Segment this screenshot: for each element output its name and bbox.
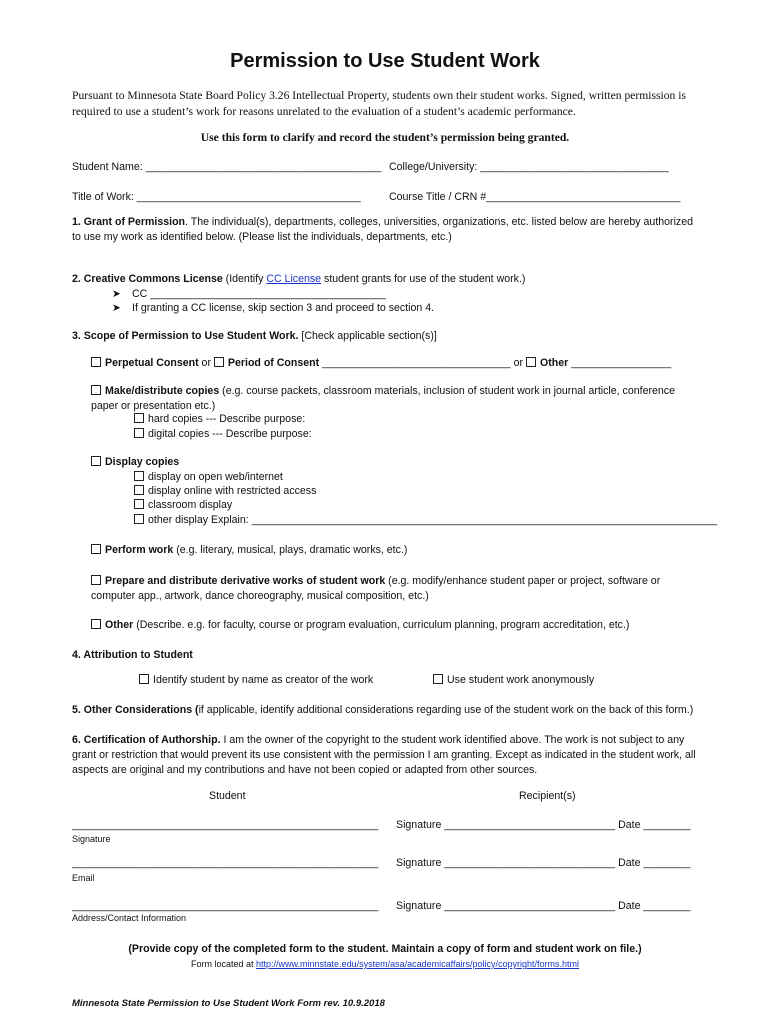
student-column-heading: Student xyxy=(209,790,246,802)
other-use-option: Other (Describe. e.g. for faculty, course or program evaluation, curriculum planning, program accreditation, etc.) xyxy=(91,619,629,631)
display-open-checkbox[interactable] xyxy=(134,471,144,481)
identify-checkbox[interactable] xyxy=(139,674,149,684)
display-copies-option: Display copies xyxy=(91,456,179,468)
section-certification: 6. Certification of Authorship. I am the owner of the copyright to the student work identified above. The work is not subject to any grant or restriction that would prevent its use consistent with the permission I am granting. Except as indicated in the student work, all aspects are original and my contributions and have not been copied or adapted from other sources. xyxy=(72,734,696,776)
section-scope-heading: 3. Scope of Permission to Use Student Work. xyxy=(72,330,299,342)
anonymous-checkbox[interactable] xyxy=(433,674,443,684)
cc-skip-bullet: ➤ If granting a CC license, skip section 3 and proceed to section 4. xyxy=(112,302,435,314)
forms-url-link[interactable]: http://www.minnstate.edu/system/asa/academicaffairs/policy/copyright/forms.html xyxy=(256,959,579,969)
student-address-line[interactable]: ____________________________________________________ xyxy=(72,900,379,912)
cc-license-link[interactable]: CC License xyxy=(266,273,322,285)
derivative-option: Prepare and distribute derivative works of student work (e.g. modify/enhance student paper or project, software or computer app., artwork, dance choreography, musical composition, etc.) xyxy=(91,575,661,602)
section-grant xyxy=(72,215,702,245)
perform-option: Perform work (e.g. literary, musical, plays, dramatic works, etc.) xyxy=(91,544,407,556)
display-other-checkbox[interactable] xyxy=(134,514,144,524)
display-restricted-option: display online with restricted access xyxy=(134,485,316,497)
student-email-line[interactable]: ____________________________________________________ xyxy=(72,857,379,869)
email-label: Email xyxy=(72,873,95,883)
make-copies-checkbox[interactable] xyxy=(91,385,101,395)
use-heading: Use this form to clarify and record the student’s permission being granted. xyxy=(200,131,570,144)
perform-checkbox[interactable] xyxy=(91,544,101,554)
display-copies-checkbox[interactable] xyxy=(91,456,101,466)
section-grant-text: . The individual(s), departments, colleges, universities, organizations, etc. listed below are hereby authorized to use my work as identified below. (Please list the individuals, departments, etc.) xyxy=(72,216,694,243)
display-class-option: classroom display xyxy=(134,499,232,511)
form-location: Form located at http://www.minnstate.edu/system/asa/academicaffairs/policy/copyright/forms.html xyxy=(191,959,579,969)
address-label: Address/Contact Information xyxy=(72,913,187,923)
other-use-checkbox[interactable] xyxy=(91,619,101,629)
hard-copies-checkbox[interactable] xyxy=(134,413,144,423)
recipient-signature-3[interactable]: Signature _____________________________ Date ________ xyxy=(396,900,691,912)
section-cc-heading: 2. Creative Commons License xyxy=(72,273,223,285)
arrow-bullet-icon: ➤ xyxy=(112,302,121,314)
display-restricted-checkbox[interactable] xyxy=(134,485,144,495)
section-other-considerations: 5. Other Considerations (if applicable, identify additional considerations regarding use of the student work on the back of this form.) xyxy=(72,704,694,716)
arrow-bullet-icon: ➤ xyxy=(112,288,121,300)
title-of-work-field[interactable]: Title of Work: ______________________________________ xyxy=(72,191,361,203)
page-title: Permission to Use Student Work xyxy=(230,50,540,72)
recipient-column-heading: Recipient(s) xyxy=(519,790,576,802)
other-consent-checkbox[interactable] xyxy=(526,357,536,367)
digital-copies-checkbox[interactable] xyxy=(134,428,144,438)
consent-row: Perpetual Consent or Period of Consent ________________________________ or Other _________________ xyxy=(91,357,671,369)
section-attribution-heading: 4. Attribution to Student xyxy=(72,649,193,661)
digital-copies-option: digital copies --- Describe purpose: xyxy=(134,428,312,440)
make-copies-option: Make/distribute copies (e.g. course packets, classroom materials, inclusion of student work in journal article, conference paper or presentation etc.) xyxy=(91,385,675,412)
intro-paragraph: Pursuant to Minnesota State Board Policy 3.26 Intellectual Property, students own their student works. Signed, written permission is required to use a student’s work for reasons unrelated to the evaluation of a student’s academic performance. xyxy=(72,89,686,118)
course-title-field[interactable]: Course Title / CRN #_________________________________ xyxy=(389,191,681,203)
provide-copy-note: (Provide copy of the completed form to the student. Maintain a copy of form and student work on file.) xyxy=(128,943,642,955)
college-field[interactable]: College/University: ________________________________ xyxy=(389,161,669,173)
student-signature-line[interactable]: ____________________________________________________ xyxy=(72,819,379,831)
section-grant-heading: 1. Grant of Permission xyxy=(72,216,186,228)
cc-bullet[interactable]: ➤ CC ________________________________________ xyxy=(112,288,386,300)
display-class-checkbox[interactable] xyxy=(134,499,144,509)
signature-label: Signature xyxy=(72,834,111,844)
identify-option: Identify student by name as creator of the work xyxy=(139,674,373,686)
form-revision: Minnesota State Permission to Use Student Work Form rev. 10.9.2018 xyxy=(72,998,385,1009)
period-checkbox[interactable] xyxy=(214,357,224,367)
derivative-checkbox[interactable] xyxy=(91,575,101,585)
anonymous-option: Use student work anonymously xyxy=(433,674,594,686)
section-scope: 3. Scope of Permission to Use Student Work. [Check applicable section(s)] xyxy=(72,330,437,342)
student-name-field[interactable]: Student Name: ________________________________________ xyxy=(72,161,382,173)
perpetual-checkbox[interactable] xyxy=(91,357,101,367)
display-other-option: other display Explain: _______________________________________________________________________________ xyxy=(134,514,717,526)
hard-copies-option: hard copies --- Describe purpose: xyxy=(134,413,305,425)
recipient-signature-1[interactable]: Signature _____________________________ Date ________ xyxy=(396,819,691,831)
section-cc: 2. Creative Commons License (Identify CC License student grants for use of the student work.) xyxy=(72,273,526,285)
display-open-option: display on open web/internet xyxy=(134,471,283,483)
recipient-signature-2[interactable]: Signature _____________________________ Date ________ xyxy=(396,857,691,869)
